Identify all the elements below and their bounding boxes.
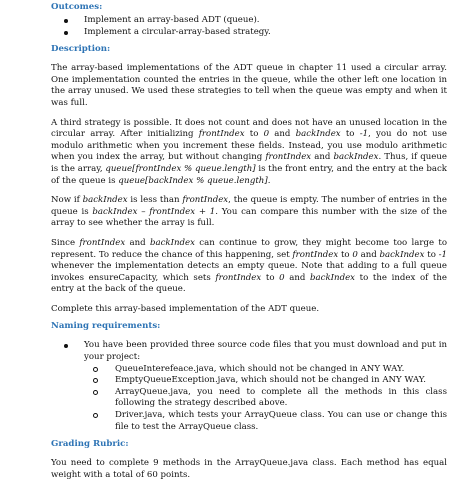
- naming-requirements-list: [51, 340, 447, 433]
- text-run: . You can compare this number with the size of the array to see whether the array is full.: [51, 206, 448, 229]
- naming-requirement-text: You have been provided three source code files that you must download and put in your project:: [84, 340, 447, 363]
- text-run: –: [137, 206, 150, 217]
- grading-rubric-heading: Grading Rubric:: [51, 439, 129, 450]
- text-run: , you do not use modulo arithmetic when you increment these fields. Instead, you use modulo arithmetic when you index the array, but without changing: [51, 129, 448, 163]
- code-term: frontIndex: [79, 237, 126, 248]
- text-run: . Thus, if queue is the array,: [51, 152, 448, 174]
- code-term: frontIndex + 1: [149, 206, 216, 217]
- code-term: -1: [359, 129, 369, 140]
- text-run: to: [340, 129, 360, 140]
- text-run: Since: [51, 237, 80, 248]
- text-run: to: [338, 249, 353, 260]
- code-term: frontIndex: [292, 249, 339, 260]
- code-term: frontIndex: [198, 129, 245, 140]
- text-run: can continue to grow, they might become too large to represent. To reduce the chance of this happening, set: [51, 237, 447, 260]
- source-file-item: ArrayQueue.java, you need to complete all the methods in this class following the strategy described above.: [84, 387, 447, 410]
- outcome-item: Implement an array-based ADT (queue).: [51, 15, 447, 27]
- text-run: to: [244, 129, 264, 140]
- code-term: 0: [279, 272, 285, 283]
- code-term: frontIndex: [215, 272, 262, 283]
- description-paragraph-1: The array-based implementations of the ADT queue in chapter 11 used a circular array. One implementation counted the entries in the queue, while the other left one location in the array unused. We used these strategies to tell when the queue was empty and when it was full.: [51, 63, 447, 108]
- description-paragraph-3: [51, 195, 447, 230]
- description-heading: Description:: [51, 44, 111, 55]
- outcomes-heading: Outcomes:: [51, 2, 103, 12]
- text-run: is less than: [127, 195, 183, 206]
- code-term: backIndex: [295, 129, 341, 140]
- text-run: to: [261, 272, 280, 283]
- source-file-item: Driver.java, which tests your ArrayQueue class. You can use or change this file to test the ArrayQueue class.: [84, 410, 447, 433]
- source-file-item: EmptyQueueException.java, which should not be changed in ANY WAY.: [84, 375, 447, 387]
- code-term: queue[frontIndex % queue.length]: [105, 163, 256, 174]
- code-term: backIndex: [379, 249, 425, 260]
- text-run: and: [125, 237, 150, 248]
- code-term: frontIndex: [265, 152, 312, 163]
- outcomes-list: [51, 15, 447, 38]
- grading-paragraph: You need to complete 9 methods in the ArrayQueue.java class. Each method has equal weight with a total of 60 points.: [51, 458, 447, 480]
- text-run: .: [267, 175, 271, 186]
- text-run: and: [284, 272, 311, 283]
- text-run: whenever the implementation detects an empty queue. Note that adding to a full queue invokes ensureCapacity, which sets: [51, 261, 447, 283]
- description-paragraph-4: [51, 238, 447, 296]
- code-term: backIndex: [333, 152, 379, 163]
- text-run: to: [424, 249, 439, 260]
- code-term: -1: [438, 249, 447, 260]
- text-run: Now if: [51, 195, 83, 206]
- assignment-document: [51, 0, 447, 481]
- text-run: and: [269, 129, 296, 140]
- naming-requirement-item: [51, 340, 447, 433]
- text-run: and: [311, 152, 334, 163]
- outcome-item: Implement a circular-array-based strategy.: [51, 27, 447, 39]
- text-run: is the front entry, and the entry at the back of the queue is: [51, 163, 447, 186]
- description-paragraph-5: Complete this array-based implementation of the ADT queue.: [51, 303, 320, 314]
- source-file-list: [84, 364, 447, 434]
- code-term: backIndex: [149, 237, 195, 248]
- text-run: to the index of the entry at the back of the queue.: [51, 272, 448, 295]
- code-term: backIndex: [310, 272, 356, 283]
- code-term: queue[backIndex % queue.length]: [118, 175, 268, 186]
- text-run: and: [357, 249, 380, 260]
- code-term: frontIndex: [182, 195, 229, 206]
- text-run: , the queue is empty. The number of entries in the queue is: [51, 195, 447, 217]
- code-term: backIndex: [92, 206, 138, 217]
- source-file-item: QueueInterefeace.java, which should not be changed in ANY WAY.: [84, 364, 447, 376]
- naming-requirements-heading: Naming requirements:: [51, 321, 161, 332]
- code-term: 0: [352, 249, 358, 260]
- description-paragraph-2: [51, 118, 447, 188]
- text-run: A third strategy is possible. It does not count and does not have an unused location in the circular array. After initializing: [51, 117, 447, 140]
- code-term: backIndex: [82, 195, 128, 206]
- code-term: 0: [263, 129, 270, 140]
